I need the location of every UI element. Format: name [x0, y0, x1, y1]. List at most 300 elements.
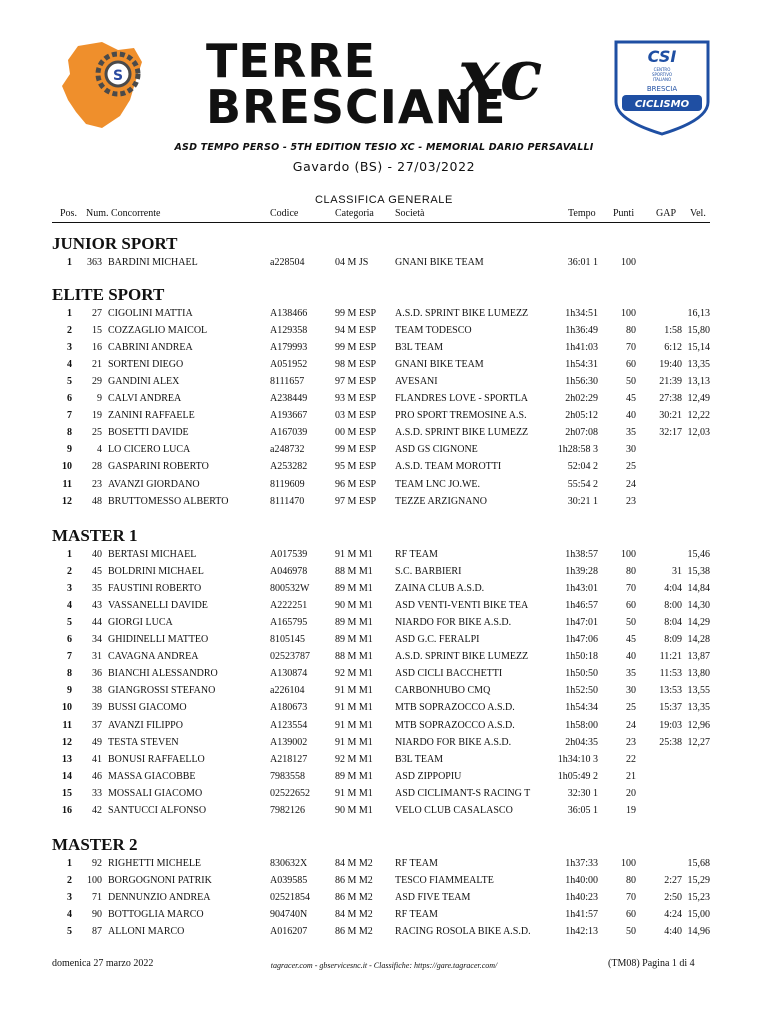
cell-name: CALVI ANDREA: [108, 393, 182, 405]
table-row: [0, 736, 768, 753]
cell-name: ZANINI RAFFAELE: [108, 410, 195, 422]
cell-pts: 35: [626, 668, 636, 680]
cell-code: A253282: [270, 461, 308, 473]
cell-pos: 14: [62, 770, 72, 782]
cell-num: 37: [92, 719, 102, 731]
cell-time: 1h39:28: [565, 566, 598, 578]
cell-pos: 1: [67, 858, 72, 869]
cell-name: AVANZI GIORDANO: [108, 478, 200, 490]
cell-num: 27: [92, 308, 102, 319]
cell-code: 8111657: [270, 376, 305, 388]
cell-gap: 13:53: [659, 685, 682, 697]
cell-pts: 60: [626, 600, 636, 612]
cell-soc: RF TEAM: [395, 858, 438, 869]
cell-cat: 89 M M1: [335, 617, 373, 629]
cell-num: 16: [92, 342, 102, 354]
cell-pos: 2: [67, 566, 72, 578]
cell-time: 1h52:50: [565, 685, 598, 697]
cell-pos: 8: [67, 668, 72, 680]
table-row: [0, 375, 768, 392]
table-row: [0, 548, 768, 565]
cell-time: 1h46:57: [565, 600, 598, 612]
table-row: [0, 307, 768, 324]
cell-soc: MTB SOPRAZOCCO A.S.D.: [395, 702, 515, 714]
table-row: [0, 341, 768, 358]
cell-time: 1h40:00: [565, 875, 598, 887]
cell-pos: 13: [62, 753, 72, 765]
cell-vel: 13,13: [687, 376, 710, 388]
cell-vel: 15,80: [687, 325, 710, 337]
csi-logo-line3: ITALIANO: [652, 77, 672, 82]
cell-soc: TEAM LNC JO.WE.: [395, 478, 480, 490]
cell-name: BUSSI GIACOMO: [108, 702, 187, 714]
col-points: Punti: [613, 208, 635, 219]
cell-pos: 2: [67, 875, 72, 887]
cell-pts: 100: [621, 549, 636, 560]
col-society: Società: [395, 208, 425, 219]
cell-soc: ASD FIVE TEAM: [395, 892, 471, 904]
cell-time: 1h41:03: [565, 342, 598, 354]
cell-name: BRUTTOMESSO ALBERTO: [108, 495, 229, 507]
table-row: [0, 426, 768, 443]
cell-cat: 91 M M1: [335, 549, 373, 560]
cell-cat: 00 M ESP: [335, 427, 377, 439]
cell-soc: MTB SOPRAZOCCO A.S.D.: [395, 719, 515, 731]
cell-name: ALLONI MARCO: [108, 926, 185, 938]
table-row: [0, 565, 768, 582]
cell-gap: 11:53: [659, 668, 682, 680]
cell-pts: 30: [626, 685, 636, 697]
cell-name: BOSETTI DAVIDE: [108, 427, 189, 439]
cell-soc: S.C. BARBIERI: [395, 566, 462, 578]
cell-soc: FLANDRES LOVE - SPORTLA: [395, 393, 529, 405]
cell-soc: TEZZE ARZIGNANO: [395, 495, 487, 507]
cell-name: GIANGROSSI STEFANO: [108, 685, 216, 697]
cell-name: BARDINI MICHAEL: [108, 257, 198, 268]
cell-time: 2h04:35: [565, 736, 598, 748]
cell-cat: 88 M M1: [335, 566, 373, 578]
cell-num: 87: [92, 926, 102, 938]
cell-pos: 5: [67, 376, 72, 388]
cell-pos: 11: [62, 719, 72, 731]
cell-cat: 97 M ESP: [335, 376, 377, 388]
cell-time: 1h50:50: [565, 668, 598, 680]
cell-pos: 3: [67, 342, 72, 354]
cell-pos: 5: [67, 617, 72, 629]
cell-cat: 88 M M1: [335, 651, 373, 663]
cell-name: CABRINI ANDREA: [108, 342, 193, 354]
cell-time: 1h40:23: [565, 892, 598, 904]
cell-name: BOLDRINI MICHAEL: [108, 566, 204, 578]
cell-gap: 4:40: [664, 926, 682, 938]
cell-pos: 1: [67, 257, 72, 268]
csi-logo-banner: CICLISMO: [634, 99, 690, 110]
col-gap: GAP: [656, 208, 677, 219]
cell-gap: 4:04: [664, 583, 682, 595]
table-row: [0, 633, 768, 650]
cell-pts: 25: [626, 702, 636, 714]
cell-soc: ASD CICLIMANT-S RACING T: [395, 787, 531, 799]
cell-code: A167039: [270, 427, 308, 439]
cell-code: 8111470: [270, 495, 305, 507]
title-line-2: BRESCIANE: [206, 80, 507, 134]
table-row: [0, 460, 768, 477]
cell-pos: 1: [67, 549, 72, 560]
cell-soc: RACING ROSOLA BIKE A.S.D.: [395, 926, 531, 938]
table-row: [0, 684, 768, 701]
cell-time: 30:21 1: [567, 495, 598, 507]
cell-pts: 60: [626, 909, 636, 921]
cell-code: A238449: [270, 393, 308, 405]
table-row: [0, 616, 768, 633]
table-row: [0, 443, 768, 460]
cell-code: 02523787: [270, 651, 310, 663]
cell-pos: 10: [62, 702, 72, 714]
cell-vel: 15,14: [687, 342, 710, 354]
cell-pts: 22: [626, 753, 636, 765]
cell-code: 02522652: [270, 787, 310, 799]
cell-gap: 6:12: [664, 342, 682, 354]
cell-pts: 35: [626, 427, 636, 439]
cell-pts: 70: [626, 583, 636, 595]
cell-time: 32:30 1: [567, 787, 598, 799]
cell-time: 1h34:10 3: [557, 753, 598, 765]
cell-cat: 91 M M1: [335, 736, 373, 748]
csi-logo-line2: SPORTIVO: [651, 72, 673, 77]
cell-vel: 13,35: [687, 359, 710, 371]
cell-code: A130874: [270, 668, 308, 680]
cell-num: 48: [92, 495, 102, 507]
cell-gap: 4:24: [664, 909, 682, 921]
cell-vel: 12,49: [687, 393, 710, 405]
cell-num: 4: [97, 444, 102, 456]
cell-pts: 23: [626, 495, 636, 507]
cell-pos: 4: [67, 909, 72, 921]
cell-gap: 2:50: [664, 892, 682, 904]
cell-cat: 97 M ESP: [335, 495, 377, 507]
cell-cat: 91 M M1: [335, 787, 373, 799]
cell-name: BOTTOGLIA MARCO: [108, 909, 204, 921]
cell-pts: 80: [626, 325, 636, 337]
footer-date: domenica 27 marzo 2022: [52, 958, 154, 969]
cell-pts: 30: [626, 444, 636, 456]
cell-pos: 9: [67, 685, 72, 697]
cell-soc: ASD GS CIGNONE: [395, 444, 478, 456]
cell-pts: 24: [626, 719, 636, 731]
cell-num: 46: [92, 770, 102, 782]
cell-time: 1h42:13: [565, 926, 598, 938]
section-title: ELITE SPORT: [52, 285, 165, 304]
csi-logo-line1: CENTRO: [653, 67, 671, 72]
cell-code: 8105145: [270, 634, 305, 646]
cell-time: 1h05:49 2: [557, 770, 598, 782]
cell-cat: 86 M M2: [335, 875, 373, 887]
cell-code: A051952: [270, 359, 308, 371]
cell-soc: ASD G.C. FERALPI: [395, 634, 480, 646]
cell-name: COZZAGLIO MAICOL: [108, 325, 208, 337]
cell-soc: NIARDO FOR BIKE A.S.D.: [395, 617, 512, 629]
cell-soc: RF TEAM: [395, 909, 438, 921]
cell-num: 9: [97, 393, 102, 405]
cell-pts: 45: [626, 393, 636, 405]
cell-gap: 11:21: [659, 651, 682, 663]
cell-num: 44: [92, 617, 102, 629]
cell-time: 1h41:57: [565, 909, 598, 921]
cell-cat: 86 M M2: [335, 926, 373, 938]
cell-num: 39: [92, 702, 102, 714]
cell-time: 1h54:31: [565, 359, 598, 371]
cell-pos: 11: [62, 478, 72, 490]
cell-vel: 15,00: [687, 909, 710, 921]
cell-soc: TESCO FIAMMEALTE: [395, 875, 494, 887]
cell-vel: 15,23: [687, 892, 710, 904]
cell-soc: VELO CLUB CASALASCO: [395, 804, 513, 816]
cell-name: LO CICERO LUCA: [108, 444, 191, 456]
cell-code: 02521854: [270, 892, 310, 904]
cell-vel: 16,13: [687, 308, 710, 319]
cell-name: TESTA STEVEN: [108, 736, 179, 748]
cell-pos: 1: [67, 308, 72, 319]
cell-pts: 20: [626, 787, 636, 799]
cell-soc: ASD ZIPPOPIU: [395, 770, 462, 782]
cell-cat: 03 M ESP: [335, 410, 377, 422]
cell-code: A218127: [270, 753, 308, 765]
cell-cat: 99 M ESP: [335, 308, 377, 319]
cell-code: A193667: [270, 410, 308, 422]
cell-num: 29: [92, 376, 102, 388]
cell-code: 7983558: [270, 770, 305, 782]
cell-soc: A.S.D. SPRINT BIKE LUMEZZ: [395, 308, 529, 319]
header-divider: [52, 222, 710, 223]
cell-code: A039585: [270, 875, 308, 887]
cell-cat: 99 M ESP: [335, 342, 377, 354]
cell-name: BORGOGNONI PATRIK: [108, 875, 212, 887]
cell-name: GIORGI LUCA: [108, 617, 173, 629]
cell-soc: PRO SPORT TREMOSINE A.S.: [395, 410, 527, 422]
cell-pts: 100: [621, 858, 636, 869]
cell-name: GANDINI ALEX: [108, 376, 180, 388]
cell-cat: 84 M M2: [335, 858, 373, 869]
cell-soc: GNANI BIKE TEAM: [395, 359, 484, 371]
cell-vel: 12,22: [687, 410, 710, 422]
cell-code: a228504: [270, 257, 305, 268]
table-row: [0, 324, 768, 341]
cell-vel: 15,68: [687, 858, 710, 869]
cell-code: A165795: [270, 617, 308, 629]
cell-pts: 50: [626, 376, 636, 388]
cell-name: MOSSALI GIACOMO: [108, 787, 203, 799]
cell-time: 1h54:34: [565, 702, 598, 714]
cell-name: AVANZI FILIPPO: [108, 719, 183, 731]
table-row: [0, 392, 768, 409]
cell-time: 36:01 1: [567, 257, 598, 268]
cell-name: CAVAGNA ANDREA: [108, 651, 199, 663]
cell-gap: 21:39: [659, 376, 682, 388]
cell-time: 1h34:51: [565, 308, 598, 319]
cell-num: 71: [92, 892, 102, 904]
cell-cat: 91 M M1: [335, 685, 373, 697]
footer-credits: tagracer.com - gbservicesnc.it - Classifiche: https://gare.tagracer.com/: [270, 961, 498, 970]
cell-pts: 60: [626, 359, 636, 371]
cell-code: A123554: [270, 719, 308, 731]
cell-soc: ASD VENTI-VENTI BIKE TEA: [395, 600, 529, 612]
cell-name: CIGOLINI MATTIA: [108, 308, 193, 319]
cell-soc: B3L TEAM: [395, 342, 444, 354]
cell-code: A222251: [270, 600, 308, 612]
cell-soc: GNANI BIKE TEAM: [395, 257, 484, 268]
col-code: Codice: [270, 208, 299, 219]
csi-ciclismo-logo: [612, 38, 712, 136]
footer-page: (TM08) Pagina 1 di 4: [608, 958, 695, 969]
table-row: [0, 495, 768, 512]
cell-time: 1h50:18: [565, 651, 598, 663]
cell-gap: 30:21: [659, 410, 682, 422]
table-row: [0, 599, 768, 616]
cell-pos: 3: [67, 892, 72, 904]
cell-name: MASSA GIACOBBE: [108, 770, 196, 782]
cell-vel: 15,38: [687, 566, 710, 578]
cell-gap: 32:17: [659, 427, 682, 439]
cell-time: 55:54 2: [567, 478, 598, 490]
cell-cat: 04 M JS: [335, 257, 369, 268]
cell-pos: 16: [62, 804, 72, 816]
cell-pos: 4: [67, 600, 72, 612]
cell-cat: 90 M M1: [335, 600, 373, 612]
cell-num: 33: [92, 787, 102, 799]
cell-code: a248732: [270, 444, 305, 456]
cell-code: A138466: [270, 308, 308, 319]
cell-time: 1h28:58 3: [557, 444, 598, 456]
cell-num: 15: [92, 325, 102, 337]
cell-time: 1h47:01: [565, 617, 598, 629]
cell-num: 28: [92, 461, 102, 473]
event-subtitle: ASD TEMPO PERSO - 5TH EDITION TESIO XC - MEMORIAL DARIO PERSAVALLI: [174, 142, 594, 153]
cell-code: A139002: [270, 736, 308, 748]
cell-name: SORTENI DIEGO: [108, 359, 184, 371]
cell-num: 100: [87, 875, 102, 887]
col-time: Tempo: [568, 208, 596, 219]
cell-vel: 15,29: [687, 875, 710, 887]
cell-vel: 14,28: [687, 634, 710, 646]
cell-pos: 6: [67, 393, 72, 405]
table-row: [0, 650, 768, 667]
cell-vel: 15,46: [687, 549, 710, 560]
cell-pos: 7: [67, 410, 72, 422]
cell-soc: A.S.D. TEAM MOROTTI: [395, 461, 502, 473]
cell-gap: 19:03: [659, 719, 682, 731]
cell-num: 25: [92, 427, 102, 439]
cell-vel: 13,80: [687, 668, 710, 680]
cell-num: 40: [92, 549, 102, 560]
cell-pos: 2: [67, 325, 72, 337]
col-num: Num. Concorrente: [86, 208, 161, 219]
cell-pos: 9: [67, 444, 72, 456]
cell-cat: 89 M M1: [335, 583, 373, 595]
table-row: [0, 874, 768, 891]
cell-num: 36: [92, 668, 102, 680]
cell-code: A017539: [270, 549, 308, 560]
col-pos: Pos.: [60, 208, 77, 219]
cell-num: 41: [92, 753, 102, 765]
cell-soc: A.S.D. SPRINT BIKE LUMEZZ: [395, 651, 529, 663]
cell-cat: 98 M ESP: [335, 359, 377, 371]
cell-time: 1h56:30: [565, 376, 598, 388]
table-row: [0, 857, 768, 874]
cell-pos: 12: [62, 495, 72, 507]
terre-bresciane-map-logo: [58, 40, 188, 136]
cell-pts: 70: [626, 892, 636, 904]
table-row: [0, 582, 768, 599]
cell-name: BIANCHI ALESSANDRO: [108, 668, 218, 680]
cell-cat: 94 M ESP: [335, 325, 377, 337]
table-row: [0, 787, 768, 804]
cell-name: GHIDINELLI MATTEO: [108, 634, 209, 646]
table-row: [0, 358, 768, 375]
table-row: [0, 256, 768, 273]
cell-code: 904740N: [270, 909, 308, 921]
cell-gap: 8:00: [664, 600, 682, 612]
cell-gap: 25:38: [659, 736, 682, 748]
cell-pos: 12: [62, 736, 72, 748]
title-line-1: TERRE: [206, 34, 377, 88]
cell-gap: 1:58: [664, 325, 682, 337]
table-row: [0, 409, 768, 426]
cell-name: SANTUCCI ALFONSO: [108, 804, 207, 816]
cell-vel: 13,87: [687, 651, 710, 663]
cell-name: VASSANELLI DAVIDE: [108, 600, 208, 612]
cell-pts: 19: [626, 804, 636, 816]
cell-pts: 50: [626, 926, 636, 938]
classification-title: CLASSIFICA GENERALE: [315, 194, 453, 206]
cell-soc: ASD CICLI BACCHETTI: [395, 668, 503, 680]
table-row: [0, 925, 768, 942]
section-title: JUNIOR SPORT: [52, 234, 178, 253]
cell-cat: 86 M M2: [335, 892, 373, 904]
table-row: [0, 891, 768, 908]
cell-num: 42: [92, 804, 102, 816]
table-row: [0, 701, 768, 718]
cell-pos: 15: [62, 787, 72, 799]
cell-pts: 100: [621, 257, 636, 268]
table-row: [0, 908, 768, 925]
cell-name: FAUSTINI ROBERTO: [108, 583, 202, 595]
cell-vel: 14,96: [687, 926, 710, 938]
cell-code: A129358: [270, 325, 308, 337]
cell-num: 92: [92, 858, 102, 869]
cell-code: A016207: [270, 926, 308, 938]
column-headers: [0, 208, 768, 222]
cell-pts: 24: [626, 478, 636, 490]
cell-cat: 93 M ESP: [335, 393, 377, 405]
cell-time: 2h05:12: [565, 410, 598, 422]
cell-cat: 91 M M1: [335, 702, 373, 714]
cell-soc: CARBONHUBO CMQ: [395, 685, 491, 697]
col-vel: Vel.: [690, 208, 706, 219]
cell-name: BERTASI MICHAEL: [108, 549, 197, 560]
table-row: [0, 719, 768, 736]
cell-time: 1h58:00: [565, 719, 598, 731]
cell-soc: NIARDO FOR BIKE A.S.D.: [395, 736, 512, 748]
cell-pts: 21: [626, 770, 636, 782]
cell-pts: 80: [626, 566, 636, 578]
cell-time: 1h43:01: [565, 583, 598, 595]
cell-gap: 8:09: [664, 634, 682, 646]
table-row: [0, 667, 768, 684]
cell-cat: 84 M M2: [335, 909, 373, 921]
cell-cat: 90 M M1: [335, 804, 373, 816]
cell-num: 45: [92, 566, 102, 578]
cell-soc: AVESANI: [395, 376, 438, 388]
